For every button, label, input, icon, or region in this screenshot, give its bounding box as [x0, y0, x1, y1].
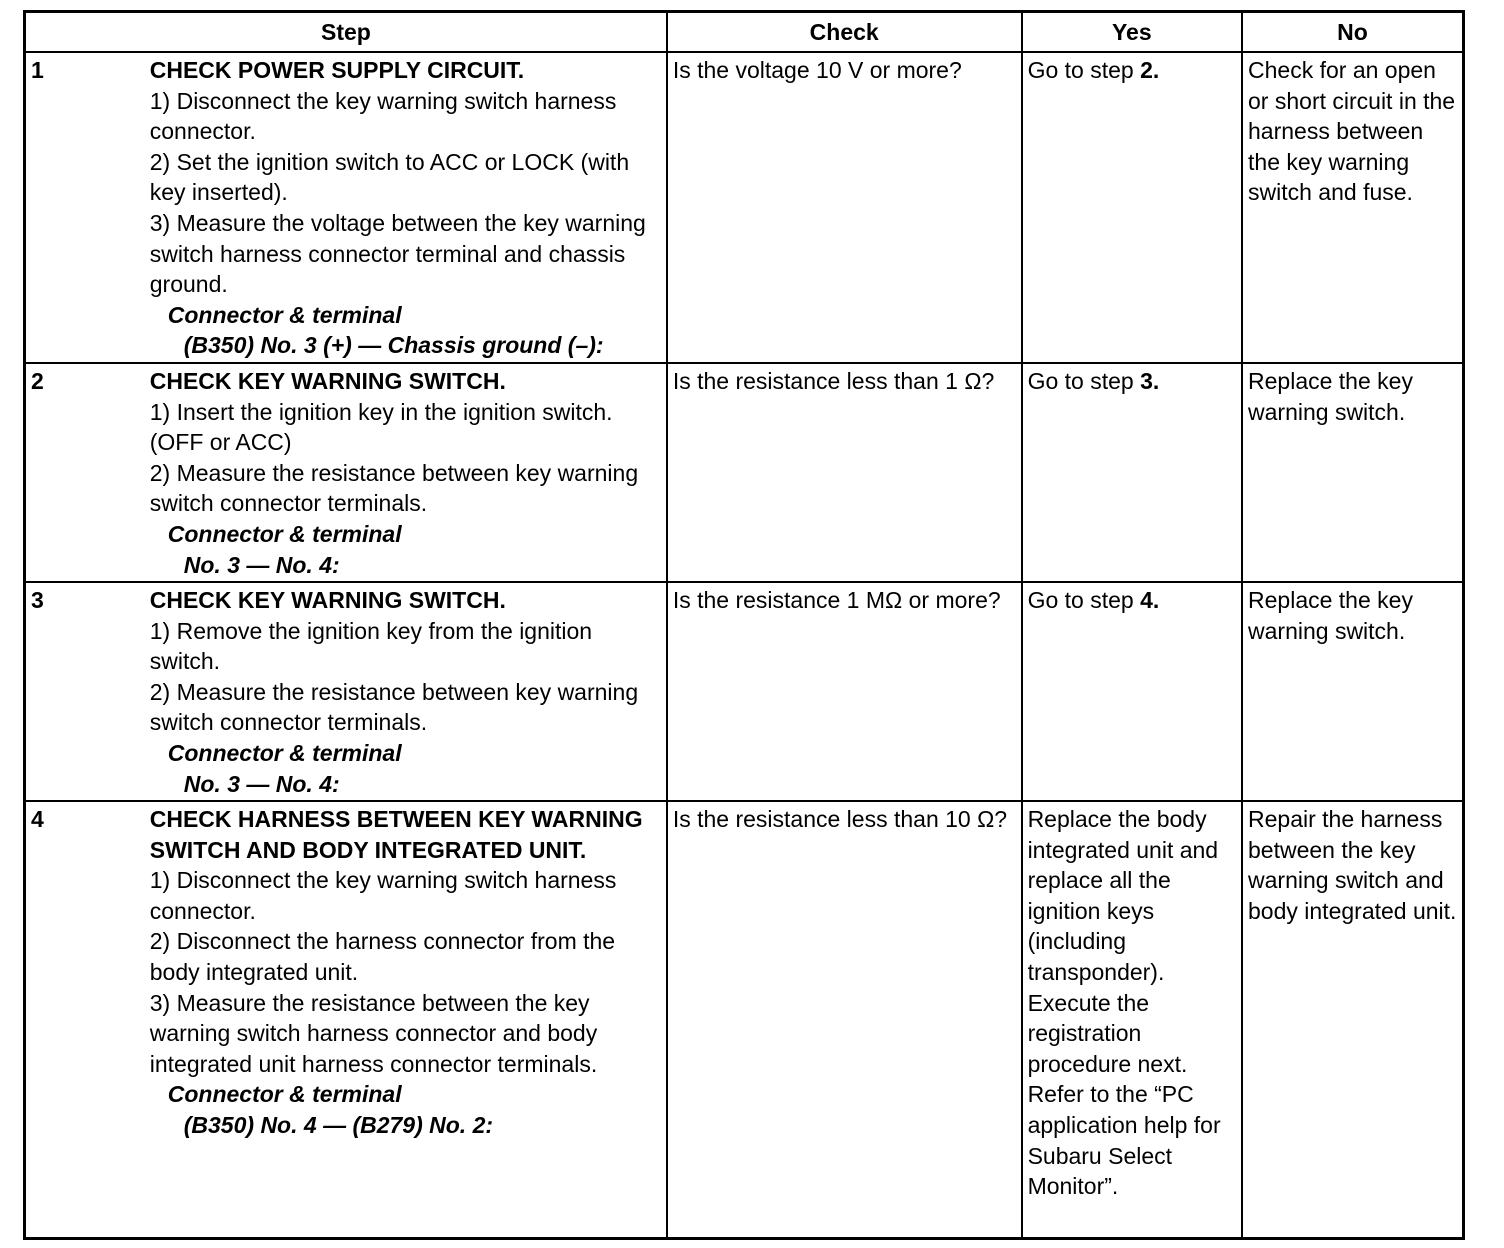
- step-instruction: 1) Remove the ignition key from the ignition switch.: [149, 617, 593, 675]
- yes-step-ref: 3.: [1140, 368, 1160, 394]
- no-cell: Check for an open or short circuit in the harness between the key warning switch and fuse.: [1242, 52, 1463, 363]
- yes-cell: [1022, 363, 1242, 582]
- connector-value: No. 3 — No. 4:: [183, 770, 340, 797]
- step-cell: [145, 801, 667, 1238]
- connector-value: (B350) No. 4 — (B279) No. 2:: [183, 1111, 494, 1138]
- connector-label: Connector & terminal: [167, 301, 402, 328]
- check-cell: Is the voltage 10 V or more?: [667, 52, 1022, 363]
- step-cell: [145, 582, 667, 801]
- step-title: CHECK KEY WARNING SWITCH.: [149, 368, 506, 394]
- step-number: 1: [25, 52, 145, 363]
- yes-step-ref: 4.: [1140, 587, 1160, 613]
- step-instruction: 2) Measure the resistance between key warning switch connector terminals.: [149, 678, 639, 736]
- step-number: 3: [25, 582, 145, 801]
- check-cell: Is the resistance 1 MΩ or more?: [667, 582, 1022, 801]
- connector-value: No. 3 — No. 4:: [183, 551, 340, 578]
- yes-cell: Replace the body integrated unit and replace all the ignition keys (including transponder). Execute the registration procedure next. Refer to the “PC application help for Subaru Select Monitor”.: [1022, 801, 1242, 1238]
- header-row: [25, 12, 1464, 53]
- step-title: CHECK HARNESS BETWEEN KEY WARNING SWITCH AND BODY INTEGRATED UNIT.: [149, 806, 643, 863]
- connector-label: Connector & terminal: [167, 1081, 402, 1108]
- step-cell: [145, 52, 667, 363]
- header-step: Step: [25, 12, 667, 53]
- step-instruction: 3) Measure the voltage between the key warning switch harness connector terminal and chassis ground.: [149, 209, 646, 298]
- yes-cell: [1022, 52, 1242, 363]
- connector-value: (B350) No. 3 (+) — Chassis ground (–):: [183, 332, 604, 359]
- header-yes: Yes: [1022, 12, 1242, 53]
- yes-prefix: Go to step: [1027, 587, 1141, 613]
- yes-cell: [1022, 582, 1242, 801]
- step-instruction: 2) Measure the resistance between key warning switch connector terminals.: [149, 459, 639, 517]
- step-instruction: 3) Measure the resistance between the key warning switch harness connector and body integrated unit harness connector terminals.: [149, 989, 598, 1077]
- step-instruction: 1) Insert the ignition key in the ignition switch. (OFF or ACC): [149, 398, 613, 456]
- step-instruction: 2) Disconnect the harness connector from the body integrated unit.: [149, 928, 616, 985]
- header-no: No: [1242, 12, 1463, 53]
- table-row: [25, 582, 1464, 801]
- step-title: CHECK POWER SUPPLY CIRCUIT.: [149, 57, 525, 83]
- yes-prefix: Go to step: [1027, 57, 1141, 83]
- yes-prefix: Go to step: [1027, 368, 1141, 394]
- connector-label: Connector & terminal: [167, 520, 402, 547]
- table-row: [25, 363, 1464, 582]
- step-number: 4: [25, 801, 145, 1238]
- step-instruction: 1) Disconnect the key warning switch harness connector.: [149, 87, 617, 145]
- diagnostic-table: [23, 10, 1465, 1240]
- table-row: [25, 52, 1464, 363]
- step-instruction: 2) Set the ignition switch to ACC or LOCK (with key inserted).: [149, 148, 630, 206]
- step-title: CHECK KEY WARNING SWITCH.: [149, 587, 506, 613]
- step-number: 2: [25, 363, 145, 582]
- yes-step-ref: 2.: [1140, 57, 1160, 83]
- step-cell: [145, 363, 667, 582]
- no-cell: Replace the key warning switch.: [1242, 363, 1463, 582]
- no-cell: Repair the harness between the key warning switch and body integrated unit.: [1242, 801, 1463, 1238]
- no-cell: Replace the key warning switch.: [1242, 582, 1463, 801]
- step-instruction: 1) Disconnect the key warning switch harness connector.: [149, 867, 617, 924]
- connector-label: Connector & terminal: [167, 739, 402, 766]
- table-row: [25, 801, 1464, 1238]
- header-check: Check: [667, 12, 1022, 53]
- check-cell: Is the resistance less than 1 Ω?: [667, 363, 1022, 582]
- check-cell: Is the resistance less than 10 Ω?: [667, 801, 1022, 1238]
